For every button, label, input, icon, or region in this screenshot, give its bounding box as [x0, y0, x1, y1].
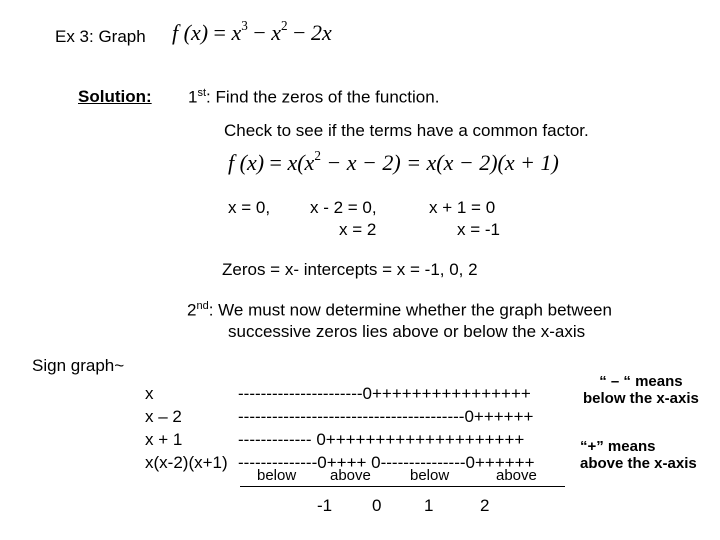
tick-label: 2: [480, 496, 490, 515]
tick-label: -1: [317, 496, 333, 515]
sign-row-signs: --------------0++++ 0---------------0++++++: [238, 453, 535, 472]
step2-line1: [187, 300, 612, 321]
common-factor-text: Check to see if the terms have a common factor.: [224, 121, 589, 140]
step2-line2: successive zeros lies above or below the x-axis: [228, 322, 586, 341]
cubic-exponent: 3: [241, 18, 248, 33]
legend-minus: [583, 373, 699, 407]
sign-row-signs: ----------------------0++++++++++++++++: [238, 384, 531, 403]
factored-equals: =: [269, 150, 282, 175]
intercepts-text: Zeros = x- intercepts = x = -1, 0, 2: [222, 260, 478, 279]
sign-row-label: x(x-2)(x+1): [145, 453, 228, 472]
function-name: f (x): [172, 20, 209, 45]
example-label: Ex 3: Graph: [55, 27, 146, 46]
equals-sign: =: [213, 20, 226, 45]
factored-exponent: 2: [314, 148, 321, 163]
sign-row-label: x + 1: [145, 430, 183, 449]
cubic-base: x: [231, 20, 242, 45]
region-label: below: [410, 467, 450, 484]
zero-2-equation: x - 2 = 0,: [310, 198, 377, 217]
sign-row-signs: ------------- 0++++++++++++++++++++: [238, 430, 525, 449]
factored-lhs: f (x): [228, 150, 265, 175]
zero-2-solution: x = 2: [339, 220, 377, 239]
minus-sign: −: [293, 20, 306, 45]
region-label: below: [257, 467, 297, 484]
sign-row-label: x: [145, 384, 154, 403]
minus-sign: −: [253, 20, 266, 45]
region-label: above: [330, 467, 371, 484]
linear-term: 2x: [311, 20, 332, 45]
number-line: [240, 486, 565, 487]
sign-graph-title: Sign graph~: [32, 356, 125, 375]
step2-ordinal: nd: [196, 300, 209, 312]
legend-minus-line1: “ – “ means: [599, 373, 683, 390]
square-exponent: 2: [281, 18, 288, 33]
tick-label: 0: [372, 496, 382, 515]
legend-plus-line2: above the x-axis: [580, 455, 697, 472]
step1-ordinal: st: [197, 87, 207, 99]
step1-description: : Find the zeros of the function.: [206, 87, 440, 107]
factored-remainder: − x − 2) = x(x − 2)(x + 1): [320, 150, 559, 175]
zero-1: x = 0,: [228, 198, 271, 217]
factored-equation: [228, 150, 559, 176]
region-label: above: [496, 467, 537, 484]
zero-3-equation: x + 1 = 0: [429, 198, 496, 217]
step2-description: : We must now determine whether the graph between: [208, 300, 612, 320]
step2-number: 2: [187, 300, 197, 320]
legend-minus-line2: below the x-axis: [583, 390, 699, 407]
legend-plus-line1: “+” means: [580, 438, 656, 455]
example-equation: [172, 20, 332, 46]
step1-text: [188, 87, 439, 108]
sign-row-label: x – 2: [145, 407, 182, 426]
sign-row-signs: ----------------------------------------0++++++: [238, 407, 534, 426]
solution-label: Solution:: [78, 87, 152, 106]
zero-3-solution: x = -1: [457, 220, 500, 239]
square-base: x: [271, 20, 281, 45]
factored-x-paren: x(x: [287, 150, 315, 175]
tick-label: 1: [424, 496, 434, 515]
step1-number: 1: [188, 87, 198, 107]
legend-plus: [580, 438, 697, 472]
